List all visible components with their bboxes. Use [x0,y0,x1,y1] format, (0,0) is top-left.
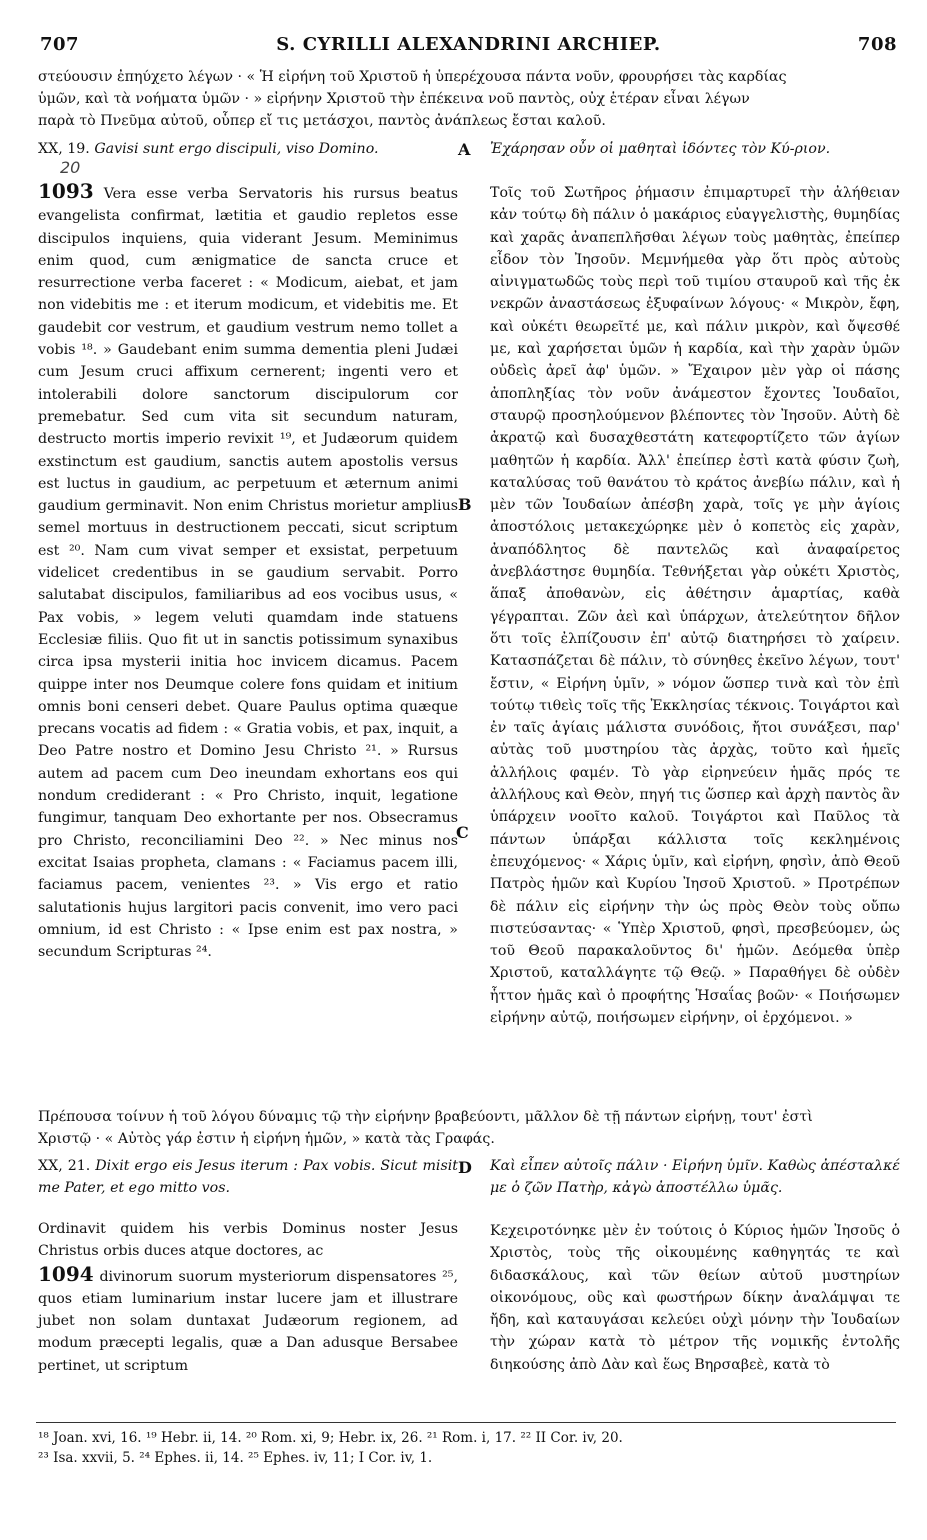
margin-letter-d: D [458,1158,472,1177]
column-number-1094: 1094 [38,1261,94,1286]
handwritten-annotation: 20 [60,158,81,177]
text-line: ὑμῶν, καὶ τὰ νοήματα ὑμῶν · » εἰρήνην Χριστοῦ τὴν ἐπέκεινα νοῦ παντὸς, οὐχ ἑτέραν εἶναι λέγων [38,91,750,107]
paragraph-text-b: divinorum suorum mysteriorum dispensatores ²⁵, quos etiam luminarium instar lucere jam et illustrare jubet non solam duntaxat Judæorum regionem, ad modum præcepti legalis, quæ a Dan adusque Bersabee pertinet, ut scriptum [38,1268,458,1374]
latin-paragraph-2b [38,1263,458,1377]
text-line: παρὰ τὸ Πνεῦμα αὐτοῦ, οὗπερ εἴ τις μετάσχοι, παντὸς ἀνάπλεως ἔσται καλοῦ. [38,113,606,129]
footnotes [38,1428,898,1468]
greek-paragraph-2: Κεχειροτόνηκε μὲν ἐν τούτοις ὁ Κύριος ἡμῶν Ἰησοῦς ὁ Χριστὸς, τοὺς τῆς οἰκουμένης καθηγητάς τε καὶ διδασκάλους, καὶ τῶν θείων αὐτοῦ μυστηρίων οἰκονόμους, οὓς καὶ φωστήρων δίκην ἀναλάμψαι τε ἤδη, καὶ καταυγάσαι κελεύει οὐχὶ μόνην τὴν Ἰουδαίων τὴν χώραν κατὰ τὸ μέτρον τῆς νομικῆς ἐντολῆς διηκούσης ἀπὸ Δὰν καὶ ἕως Βηρσαβεὲ, κατὰ τὸ [490,1223,900,1373]
heading-ref: XX, 19. [38,141,90,157]
paragraph-text: Vera esse verba Servatoris his rursus beatus evangelista confirmat, lætitia et gaudio repletos esse discipulos inquiens, quia viderant Jesum. Meminimus enim quod, cum ænigmatice de sancta cruce et resurrectione verba faceret : « Modicum, aiebat, et jam non videbitis me : et iterum modicum, et videbitis me. Et gaudebit cor vestrum, et gaudium vestrum nemo tollet a vobis ¹⁸. » Gaudebant enim summa dementia pleni Judæi cum Jesum cruci affixum cernerent; ingenti vero et intolerabili dolore sanctorum discipulorum cor premebatur. Sed cum vita sit secundum naturam, destructo mortis imperio revixit ¹⁹, et Judæorum quidem exstinctum est gaudium, sanctis autem apostolis versus est luctus in gaudium, ac perpetuum et æternum animi gaudium germinavit. Non enim Christus morietur amplius semel mortuus in destructionem peccati, sicut scriptum est ²⁰. Nam cum vivat semper et exsistat, perpetuum videlicet credentibus in se gaudium servabit. Porro salutabat discipulos, familiaribus ad eos vocibus usus, « Pax vobis, » legem veluti quamdam inde statuens Ecclesiæ filiis. Quo fit ut in sanctis potissimum synaxibus circa ipsa mysterii initia hoc invicem dicamus. Pacem quippe inter nos Deumque colere fons quidam et initium omnis boni censeri debet. Quare Paulus optima quæque precans vocatis ad fidem : « Gratia vobis, et pax, inquit, a Deo Patre nostro et Domino Jesu Christo ²¹. » Rursus autem ad pacem cum Deo ineundam exhortans eos qui nondum crediderant : « Pro Christo, inquit, legatione fungimur, tanquam Deo exhortante per nos. Obsecramus pro Christo, reconciliamini Deo ²². » Nec minus nos excitat Isaias propheta, clamans : « Faciamus pacem illi, faciamus pacem, venientes ²³. » Vis ergo et ratio salutationis hujus largitori pacis convenit, imo vero paci omnium, id est Christo : « Ipse enim est pax nostra, » secundum Scripturas ²⁴. [38,186,458,961]
running-title: S. CYRILLI ALEXANDRINI ARCHIEP. [276,34,661,55]
column-number-1093: 1093 [38,180,94,203]
top-greek-continuation [38,66,898,132]
greek-heading-1: Ἐχάρησαν οὖν οἱ μαθηταὶ ἰδόντες τὸν Κύ-ριον. [490,141,831,157]
footnote-divider [36,1422,896,1423]
greek-heading-2: Καὶ εἶπεν αὐτοῖς πάλιν · Εἰρήνη ὑμῖν. Καθὼς ἀπέσταλκέ με ὁ ζῶν Πατὴρ, κἀγὼ ἀποστέλλω ὑμᾶς. [490,1158,900,1197]
page-header [40,34,897,60]
margin-letter-c: C [456,823,469,842]
margin-letter-b: B [458,495,472,514]
heading-text: Gavisi sunt ergo discipuli, viso Domino. [94,141,379,157]
latin-heading-1 [38,138,458,160]
text-line: στεύουσιν ἐπηύχετο λέγων · « Ἡ εἰρήνη τοῦ Χριστοῦ ἡ ὑπερέχουσα πάντα νοῦν, φρουρήσει τὰς καρδίας [38,69,787,85]
margin-letter-a: A [458,140,471,159]
page-number-left: 707 [40,34,80,55]
latin-heading-2 [38,1155,458,1200]
paragraph-text-a: Ordinavit quidem his verbis Dominus noster Jesus Christus orbis duces atque doctores, ac [38,1221,458,1260]
bridge-lines [38,1106,898,1150]
footnote-line: ²³ Isa. xxvii, 5. ²⁴ Ephes. ii, 14. ²⁵ Ephes. iv, 11; I Cor. iv, 1. [38,1450,433,1466]
latin-paragraph-2 [38,1218,458,1377]
text-line: Χριστῷ · « Αὐτὸς γάρ ἐστιν ἡ εἰρήνη ἡμῶν, » κατὰ τὰς Γραφάς. [38,1131,495,1147]
latin-paragraph-1 [38,180,458,963]
greek-paragraph-1: Τοῖς τοῦ Σωτῆρος ῥήμασιν ἐπιμαρτυρεῖ τὴν ἀλήθειαν κἀν τούτῳ δὴ πάλιν ὁ μακάριος εὐαγγελιστὴς, θυμηδίας καὶ χαρᾶς ἀναπεπλῆσθαι λέγων τοὺς μαθητὰς, ἐπείπερ εἶδον τὸν Ἰησοῦν. Μεμνήμεθα γὰρ ὅτι πρὸς αὐτοὺς αἰνιγματωδῶς τοὺς περὶ τοῦ τιμίου σταυροῦ καὶ τῆς ἐκ νεκρῶν ἀναστάσεως ἐξυφαίνων λόγους· « Μικρὸν, ἔφη, καὶ οὐκέτι θεωρεῖτέ με, καὶ πάλιν μικρὸν, καὶ ὄψεσθέ με, καὶ χαρήσεται ὑμῶν ἡ καρδία, καὶ τὴν χαρὰν ὑμῶν οὐδεὶς ἀρεῖ ἀφ' ὑμῶν. » Ἔχαιρον μὲν γὰρ οἱ πάσης ἀποπληξίας τὸν νοῦν ἀνάμεστον ἔχοντες Ἰουδαῖοι, σταυρῷ προσηλούμενον βλέποντες τὸν Ἰησοῦν. Αὐτὴ δὲ ἀκρατῷ καὶ δυσαχθεστάτη κατεφορτίζετο τῶν ἁγίων μαθητῶν ἡ καρδία. Ἀλλ' ἐπείπερ ἐστὶ κατὰ φύσιν ζωὴ, καταλύσας τοῦ θανάτου τὸ κράτος ἀνεβίω πάλιν, καὶ ἡ μὲν τῶν Ἰουδαίων ἀπέσβη χαρὰ, τοῖς γε μὴν ἁγίοις ἀποστόλοις μετακεχώρηκε μὲν ὁ κοπετὸς εἰς χαρὰν, ἀναπόδλητος δὲ παντελῶς καὶ ἀναφαίρετος ἀνεβλάστησε θυμηδία. Τεθνήξεται γὰρ οὐκέτι Χριστὸς, ἅπαξ ἀποθανὼν, εἰς ἀθέτησιν ἁμαρτίας, καθὰ γέγραπται. Ζῶν ἀεὶ καὶ ὑπάρχων, ἀτελεύτητον δῆλον ὅτι τοῖς ἐλπίζουσιν ἐπ' αὐτῷ διατηρήσει τὸ χαίρειν. Κατασπάζεται δὲ πάλιν, τὸ σύνηθες ἐκεῖνο λέγων, τουτ' ἔστιν, « Εἰρήνη ὑμῖν, » νόμον ὥσπερ τινὰ καὶ τὸν ἐπὶ τούτῳ τιθεὶς τοῖς τῆς Ἐκκλησίας τέκνοις. Τοιγάρτοι καὶ ἐν ταῖς ἁγίαις μάλιστα συνόδοις, ἤτοι συνάξεσι, παρ' αὐτὰς τοῦ μυστηρίου τὰς ἀρχὰς, τοῦτο καὶ ἡμεῖς ἀλλήλοις φαμέν. Τὸ γὰρ εἰρηνεύειν ἡμᾶς πρός τε ἀλλήλους καὶ Θεὸν, πηγή τις ὥσπερ καὶ ἀρχὴ παντὸς ἂν ὑπάρχειν νοοῖτο καλοῦ. Τοιγάρτοι καὶ Παῦλος τὰ πάντων ὑπάρξαι κάλλιστα τοῖς κεκλημένοις ἐπευχόμενος· « Χάρις ὑμῖν, καὶ εἰρήνη, φησὶν, ἀπὸ Θεοῦ Πατρὸς ἡμῶν καὶ Κυρίου Ἰησοῦ Χριστοῦ. » Προτρέπων δὲ πάλιν εἰς εἰρήνην τὴν ὡς πρὸς Θεὸν τοὺς οὔπω πιστεύσαντας· « Ὑπὲρ Χριστοῦ, φησὶ, πρεσβεύομεν, ὡς τοῦ Θεοῦ παρακαλοῦντος δι' ἡμῶν. Δεόμεθα ὑπὲρ Χριστοῦ, καταλλάγητε τῷ Θεῷ. » Παραθήγει δὲ οὐδὲν ἧττον ἡμᾶς καὶ ὁ προφήτης Ἡσαΐας βοῶν· « Ποιήσωμεν εἰρήνην αὐτῷ, ποιήσωμεν εἰρήνην, οἱ ἐρχόμενοι. » [490,185,900,1026]
text-line: Πρέπουσα τοίνυν ἡ τοῦ λόγου δύναμις τῷ τὴν εἰρήνην βραβεύοντι, μᾶλλον δὲ τῇ πάντων εἰρήνῃ, τουτ' ἐστὶ [38,1109,813,1125]
heading-ref: XX, 21. [38,1158,91,1174]
footnote-line: ¹⁸ Joan. xvi, 16. ¹⁹ Hebr. ii, 14. ²⁰ Rom. xi, 9; Hebr. ix, 26. ²¹ Rom. i, 17. ²² II Cor. iv, 20. [38,1430,623,1446]
page-number-right: 708 [857,34,897,55]
heading-text: Dixit ergo eis Jesus iterum : Pax vobis. Sicut misit me Pater, et ego mitto vos. [38,1158,458,1197]
